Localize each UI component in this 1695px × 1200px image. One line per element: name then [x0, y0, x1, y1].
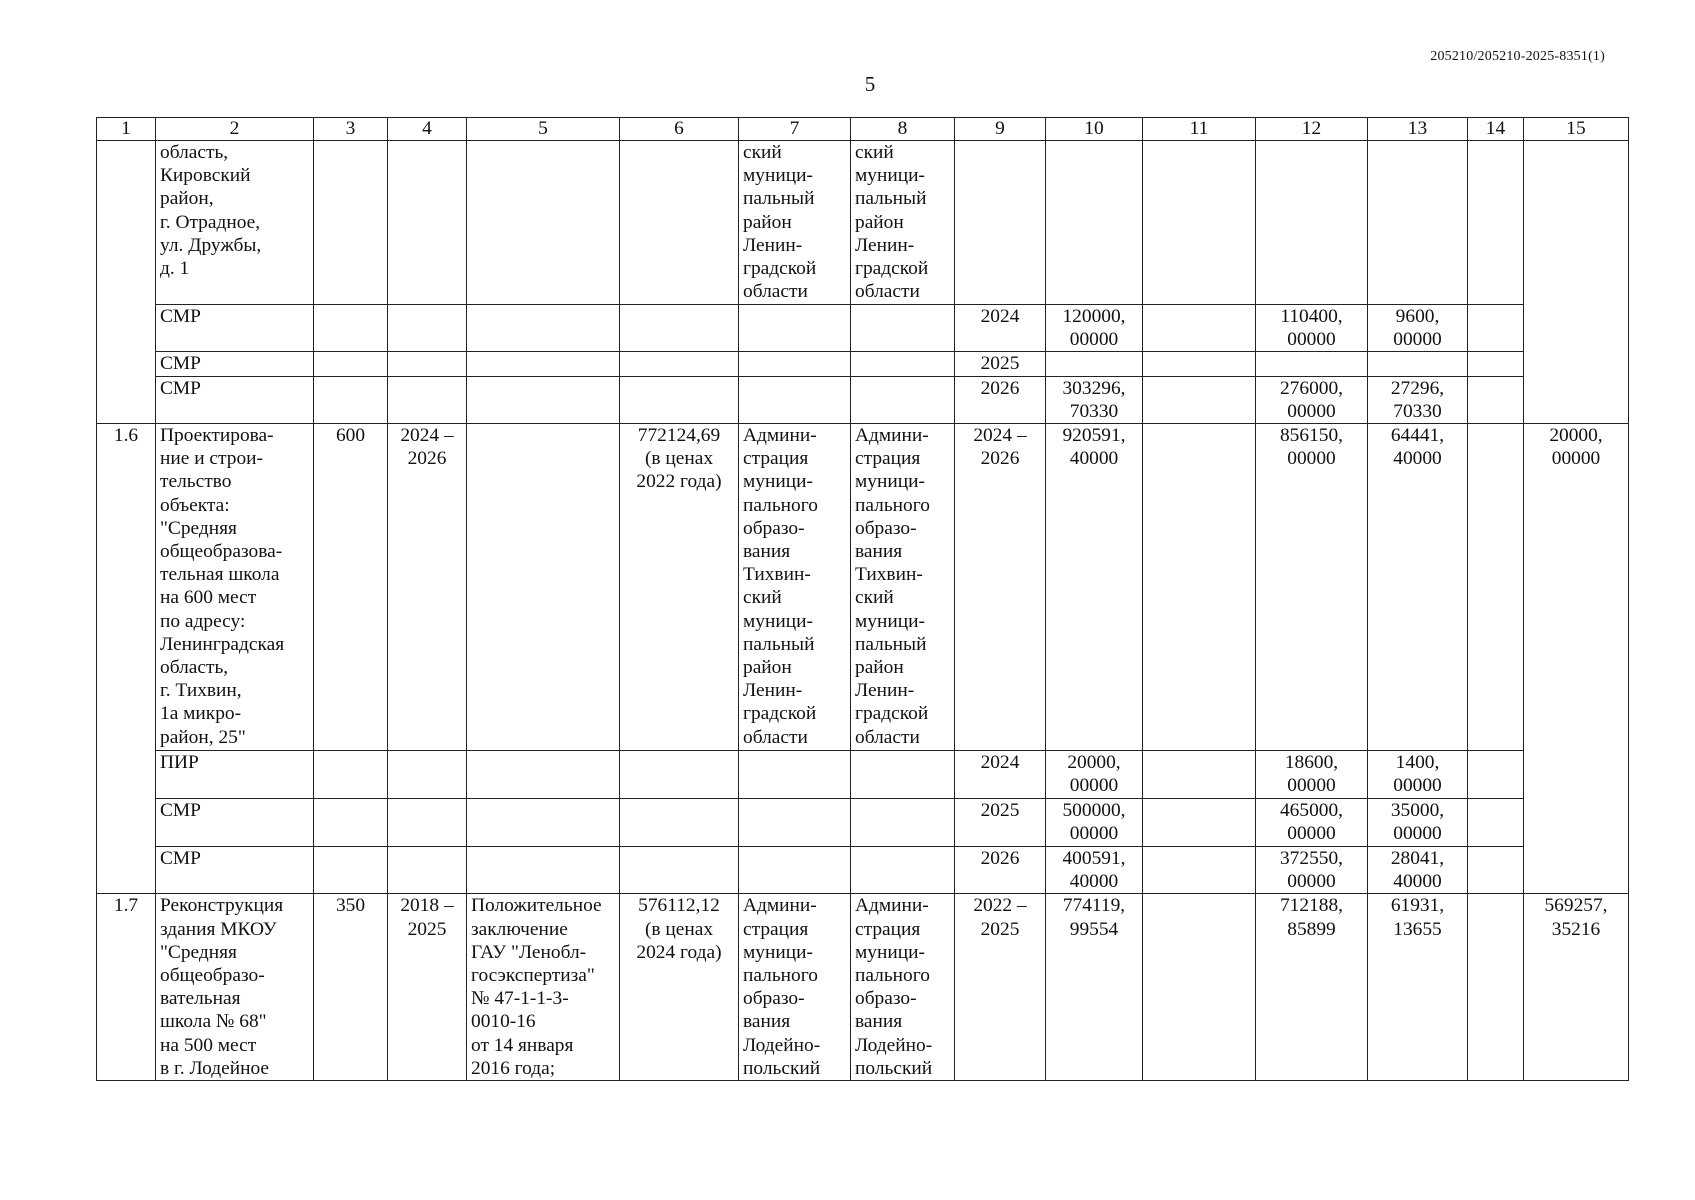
page-number: 5 [864, 72, 876, 96]
col-number: 5 [467, 118, 620, 141]
object-name-cell: область, Кировский район, г. Отрадное, ул. Дружбы, д. 1 [156, 141, 314, 305]
regional-cell [1256, 352, 1368, 376]
period-cell [388, 141, 467, 305]
local-cell: 64441, 40000 [1368, 424, 1468, 751]
total-cell: 500000, 00000 [1046, 799, 1143, 847]
regional-cell: 465000, 00000 [1256, 799, 1368, 847]
stage-cell: СМР [156, 376, 314, 423]
stage-cell: СМР [156, 352, 314, 376]
regional-cell [1256, 141, 1368, 305]
expertise-cell [467, 141, 620, 305]
investment-table [96, 117, 1629, 1081]
capacity-cell [314, 141, 388, 305]
col-number: 3 [314, 118, 388, 141]
total-cell: 20000, 00000 [1046, 751, 1143, 799]
stage-cell: ПИР [156, 751, 314, 799]
col-number: 11 [1143, 118, 1256, 141]
total-cell: 120000, 00000 [1046, 305, 1143, 352]
other-cell [1468, 894, 1524, 1081]
year-cell: 2024 [955, 751, 1046, 799]
col-number: 1 [97, 118, 156, 141]
col-number: 6 [620, 118, 739, 141]
year-cell: 2024 – 2026 [955, 424, 1046, 751]
recipient-cell: Админи- страция муници- пального образо- вания Лодейно- польский [851, 894, 955, 1081]
total-cell: 774119, 99554 [1046, 894, 1143, 1081]
table-row [97, 799, 1629, 847]
recipient-cell: ский муници- пальный район Ленин- градской области [851, 141, 955, 305]
local-cell: 9600, 00000 [1368, 305, 1468, 352]
total-cell: 303296, 70330 [1046, 376, 1143, 423]
object-name-cell: Проектирова- ние и строи- тельство объекта: "Средняя общеобразова- тельная школа на 600 мест по адресу: Ленинградская область, г. Тихвин, 1а микро- район, 25" [156, 424, 314, 751]
other-cell [1468, 141, 1524, 305]
regional-cell: 372550, 00000 [1256, 847, 1368, 894]
column-numbers-row [97, 118, 1629, 141]
cost-cell: 576112,12 (в ценах 2024 года) [620, 894, 739, 1081]
col-number: 12 [1256, 118, 1368, 141]
federal-cell [1143, 424, 1256, 751]
period-cell: 2018 – 2025 [388, 894, 467, 1081]
col15-cell: 20000, 00000 [1524, 424, 1629, 894]
total-cell: 400591, 40000 [1046, 847, 1143, 894]
row-number-cell: 1.7 [97, 894, 156, 1081]
table-row [97, 424, 1629, 751]
cost-cell: 772124,69 (в ценах 2022 года) [620, 424, 739, 751]
recipient-cell: Админи- страция муници- пального образо- вания Тихвин- ский муници- пальный район Ленин- градской области [851, 424, 955, 751]
total-cell: 920591, 40000 [1046, 424, 1143, 751]
year-cell: 2026 [955, 847, 1046, 894]
local-cell: 1400, 00000 [1368, 751, 1468, 799]
expertise-cell [467, 424, 620, 751]
federal-cell [1143, 141, 1256, 305]
local-cell: 27296, 70330 [1368, 376, 1468, 423]
customer-cell: Админи- страция муници- пального образо- вания Лодейно- польский [739, 894, 851, 1081]
year-cell: 2026 [955, 376, 1046, 423]
col-number: 7 [739, 118, 851, 141]
col-number: 9 [955, 118, 1046, 141]
col-number: 8 [851, 118, 955, 141]
year-cell: 2022 – 2025 [955, 894, 1046, 1081]
table-row [97, 141, 1629, 305]
table-row [97, 751, 1629, 799]
year-cell: 2025 [955, 799, 1046, 847]
cost-cell [620, 141, 739, 305]
regional-cell: 110400, 00000 [1256, 305, 1368, 352]
col-number: 14 [1468, 118, 1524, 141]
federal-cell [1143, 894, 1256, 1081]
stage-cell: СМР [156, 847, 314, 894]
col-number: 13 [1368, 118, 1468, 141]
col15-cell [1524, 141, 1629, 424]
regional-cell: 276000, 00000 [1256, 376, 1368, 423]
capacity-cell: 600 [314, 424, 388, 751]
col-number: 4 [388, 118, 467, 141]
col-number: 15 [1524, 118, 1629, 141]
col-number: 10 [1046, 118, 1143, 141]
total-cell [1046, 352, 1143, 376]
year-cell [955, 141, 1046, 305]
year-cell: 2025 [955, 352, 1046, 376]
col15-cell: 569257, 35216 [1524, 894, 1629, 1081]
row-number-cell [97, 141, 156, 424]
capacity-cell: 350 [314, 894, 388, 1081]
local-cell [1368, 141, 1468, 305]
local-cell: 28041, 40000 [1368, 847, 1468, 894]
period-cell: 2024 – 2026 [388, 424, 467, 751]
local-cell: 35000, 00000 [1368, 799, 1468, 847]
local-cell [1368, 352, 1468, 376]
regional-cell: 712188, 85899 [1256, 894, 1368, 1081]
stage-cell: СМР [156, 799, 314, 847]
regional-cell: 18600, 00000 [1256, 751, 1368, 799]
other-cell [1468, 424, 1524, 751]
regional-cell: 856150, 00000 [1256, 424, 1368, 751]
document-id: 205210/205210-2025-8351(1) [1430, 49, 1605, 64]
table-row [97, 376, 1629, 423]
table-row [97, 894, 1629, 1081]
customer-cell: ский муници- пальный район Ленин- градской области [739, 141, 851, 305]
row-number-cell: 1.6 [97, 424, 156, 894]
table-row [97, 847, 1629, 894]
year-cell: 2024 [955, 305, 1046, 352]
col-number: 2 [156, 118, 314, 141]
table-row [97, 352, 1629, 376]
expertise-cell: Положительное заключение ГАУ "Ленобл- госэкспертиза" № 47-1-1-3- 0010-16 от 14 января 2016 года; [467, 894, 620, 1081]
local-cell: 61931, 13655 [1368, 894, 1468, 1081]
customer-cell: Админи- страция муници- пального образо- вания Тихвин- ский муници- пальный район Ленин- градской области [739, 424, 851, 751]
table-row [97, 305, 1629, 352]
object-name-cell: Реконструкция здания МКОУ "Средняя общеобразо- вательная школа № 68" на 500 мест в г. Лодейное [156, 894, 314, 1081]
total-cell [1046, 141, 1143, 305]
stage-cell: СМР [156, 305, 314, 352]
